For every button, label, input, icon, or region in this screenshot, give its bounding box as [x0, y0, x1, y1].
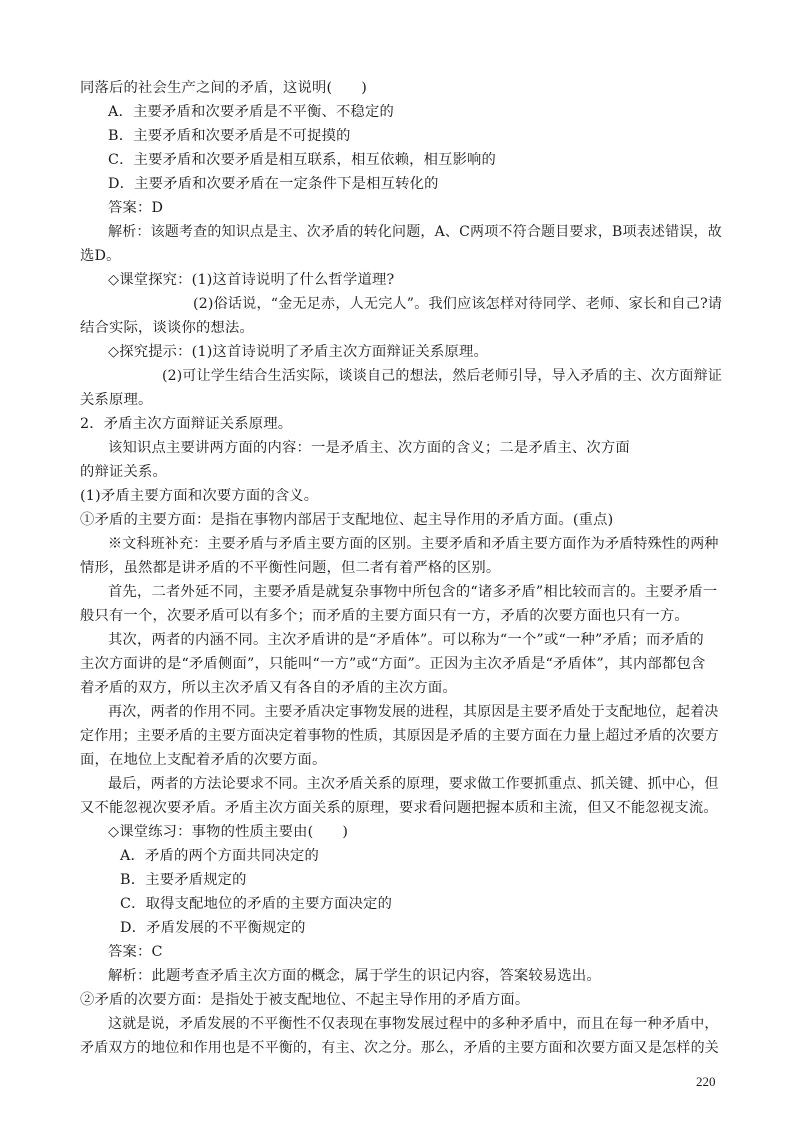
text-line: ◇探究提示：(1)这首诗说明了矛盾主次方面辩证关系原理。: [108, 344, 488, 360]
text-line: C．取得支配地位的矛盾的主要方面决定的: [120, 896, 393, 912]
text-line: 这就是说，矛盾发展的不平衡性不仅表现在事物发展过程中的多种矛盾中，而且在每一种矛盾中，: [108, 1016, 719, 1032]
text-line: 再次，两者的作用不同。主要矛盾决定事物发展的进程，其原因是主要矛盾处于支配地位，起着决: [108, 704, 719, 720]
text-line: 答案：C: [108, 944, 163, 960]
text-line: 般只有一个，次要矛盾可以有多个；而矛盾的主要方面只有一方，矛盾的次要方面也只有一方。: [80, 608, 689, 624]
text-line: ①矛盾的主要方面：是指在事物内部居于支配地位、起主导作用的矛盾方面。(重点): [80, 512, 614, 528]
text-line: 又不能忽视次要矛盾。矛盾主次方面关系的原理，要求看问题把握本质和主流，但又不能忽视支流。: [80, 800, 718, 816]
text-line: 最后，两者的方法论要求不同。主次矛盾关系的原理，要求做工作要抓重点、抓关键、抓中心，但: [108, 776, 719, 792]
text-line: A．主要矛盾和次要矛盾是不平衡、不稳定的: [108, 104, 394, 120]
text-line: 着矛盾的双方，所以主次矛盾又有各自的矛盾的主次方面。: [80, 680, 457, 696]
text-line: B．主要矛盾规定的: [120, 872, 247, 888]
text-line: 情形，虽然都是讲矛盾的不平衡性问题，但二者有着严格的区别。: [80, 560, 501, 576]
text-line: 的辩证关系。: [80, 464, 167, 480]
subsection-heading: (1)矛盾主要方面和次要方面的含义。: [80, 488, 319, 504]
text-line: ※文科班补充：主要矛盾与矛盾主要方面的区别。主要矛盾和矛盾主要方面作为矛盾特殊性的两种: [108, 536, 719, 552]
text-line: 结合实际，谈谈你的想法。: [80, 320, 254, 336]
text-line: 主次方面讲的是“矛盾侧面”，只能叫“一方”或“方面”。正因为主次矛盾是“矛盾体”，其内部都包含: [80, 656, 706, 672]
text-line: 选D。: [80, 248, 121, 264]
text-line: 矛盾双方的地位和作用也是不平衡的，有主、次之分。那么，矛盾的主要方面和次要方面又是怎样的关: [80, 1040, 719, 1056]
text-line: (2)俗话说，“金无足赤，人无完人”。我们应该怎样对待同学、老师、家长和自己?请: [193, 296, 723, 312]
text-line: 解析：该题考查的知识点是主、次矛盾的转化问题，A、C两项不符合题目要求，B项表述错误，故: [108, 224, 722, 240]
text-line: ◇课堂练习：事物的性质主要由( ): [108, 824, 349, 840]
text-line: 其次，两者的内涵不同。主次矛盾讲的是“矛盾体”。可以称为“一个”或“一种”矛盾；而矛盾的: [108, 632, 704, 648]
text-line: B．主要矛盾和次要矛盾是不可捉摸的: [108, 128, 351, 144]
text-line: (2)可让学生结合生活实际，谈谈自己的想法，然后老师引导，导入矛盾的主、次方面辩证: [162, 368, 723, 384]
text-line: ②矛盾的次要方面：是指处于被支配地位、不起主导作用的矛盾方面。: [80, 992, 530, 1008]
text-line: 答案：D: [108, 200, 164, 216]
section-heading: 2．矛盾主次方面辩证关系原理。: [80, 416, 293, 432]
text-line: 关系原理。: [80, 392, 153, 408]
text-line: A．矛盾的两个方面共同决定的: [120, 848, 319, 864]
text-line: D．矛盾发展的不平衡规定的: [120, 920, 306, 936]
text-line: 首先，二者外延不同，主要矛盾是就复杂事物中所包含的“诸多矛盾”相比较而言的。主要矛盾一: [108, 584, 718, 600]
text-line: 同落后的社会生产之间的矛盾，这说明( ): [80, 80, 367, 96]
text-line: 该知识点主要讲两方面的内容：一是矛盾主、次方面的含义；二是矛盾主、次方面: [108, 440, 630, 456]
text-line: D．主要矛盾和次要矛盾在一定条件下是相互转化的: [108, 176, 439, 192]
text-line: 定作用；主要矛盾的主要方面决定着事物的性质，其原因是矛盾的主要方面在力量上超过矛盾的次要方: [80, 728, 719, 744]
text-line: ◇课堂探究：(1)这首诗说明了什么哲学道理?: [108, 272, 395, 288]
page-number: 220: [696, 1074, 716, 1089]
text-line: 面，在地位上支配着矛盾的次要方面。: [80, 752, 327, 768]
text-line: 解析：此题考查矛盾主次方面的概念，属于学生的识记内容，答案较易选出。: [108, 968, 601, 984]
text-line: C．主要矛盾和次要矛盾是相互联系，相互依赖，相互影响的: [108, 152, 497, 168]
